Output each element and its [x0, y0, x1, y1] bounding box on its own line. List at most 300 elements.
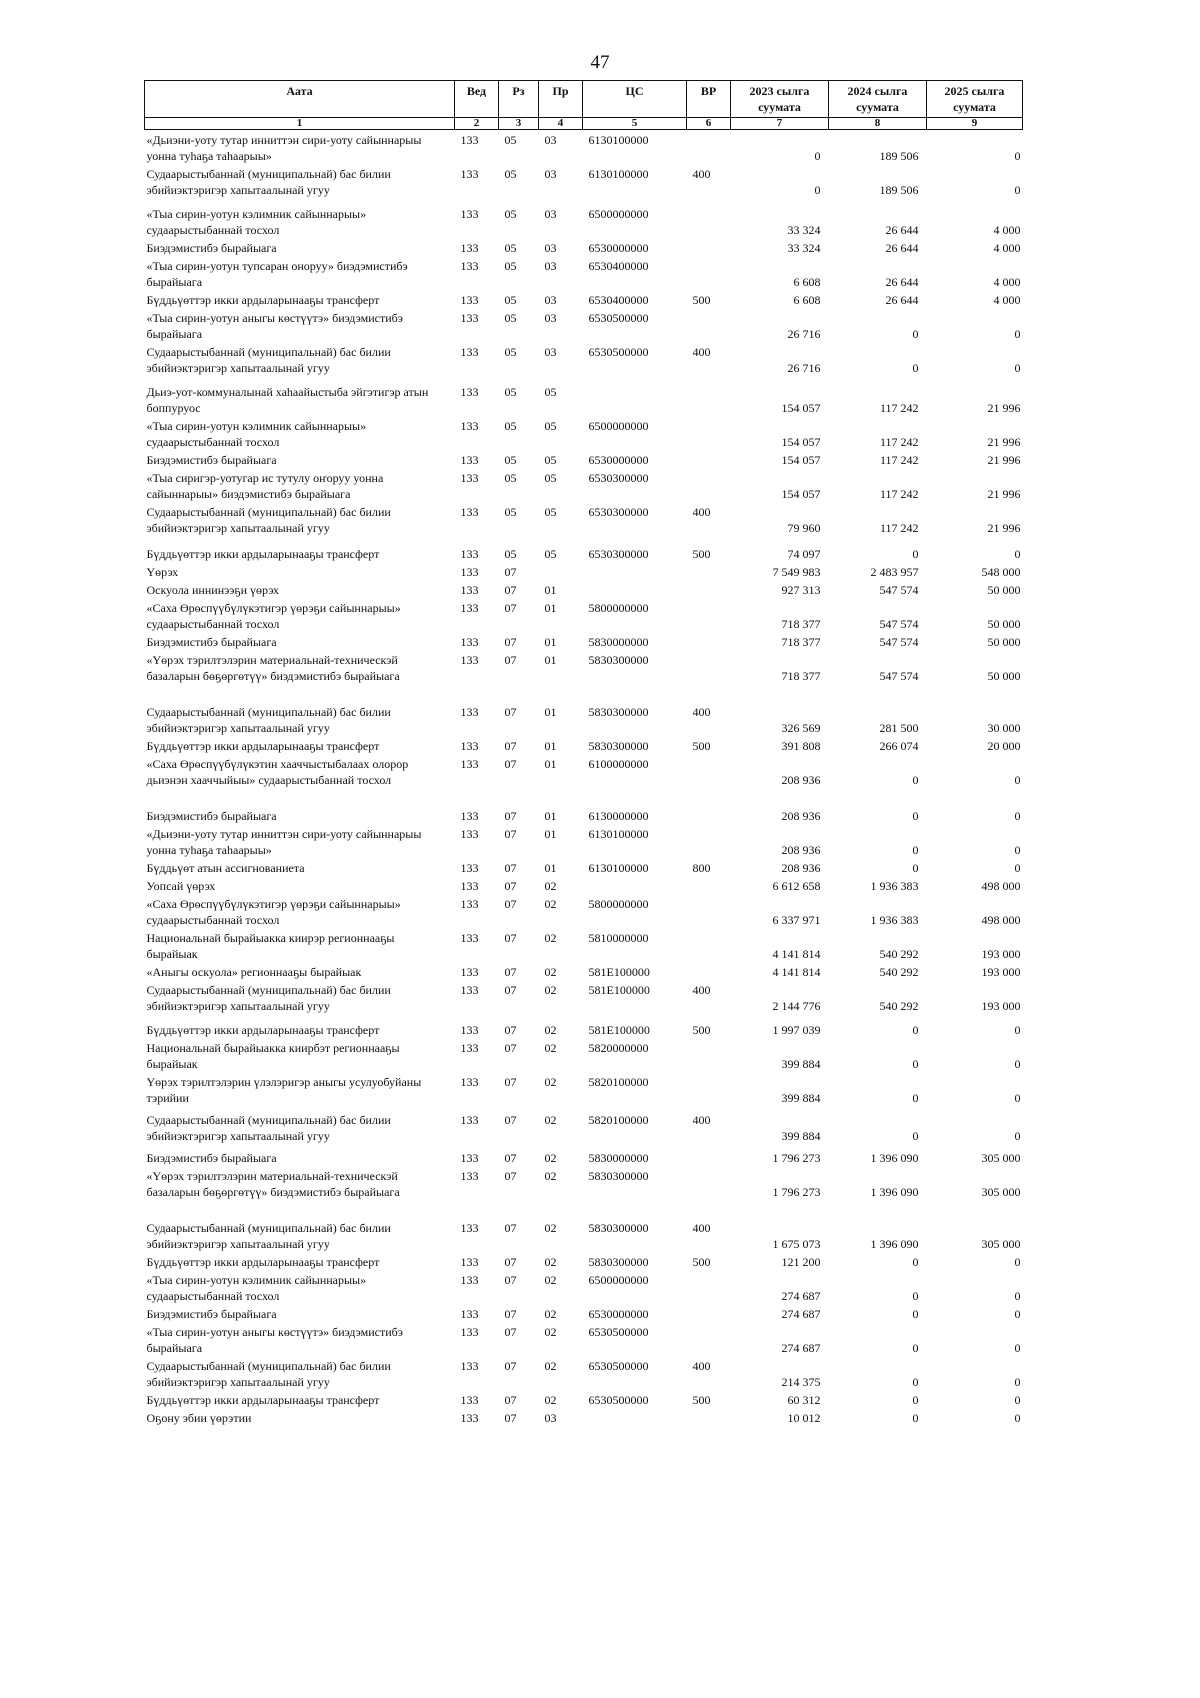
row-rz: 05 — [504, 293, 517, 307]
row-pr: 03 — [544, 1411, 557, 1425]
row-cs: 6130000000 — [588, 809, 649, 823]
row-value-2025: 21 996 — [987, 453, 1021, 467]
row-name: Бүддьүөттэр икки ардыларынааҕы трансферт — [146, 1023, 380, 1037]
row-value-2024: 547 574 — [879, 617, 919, 631]
row-name: «Тыа сирин-уотун аныгы көстүүтэ» биэдэмистибэ бырайыага — [146, 1325, 403, 1355]
row-name: «Саха Өрөспүүбүлүкэтин хааччыстыбалаах олорор дьиэнэн хааччыйыы» судаарыстыбаннай тосхол — [146, 757, 409, 787]
row-value-2025: 0 — [1014, 1375, 1021, 1389]
header-2025: 2025 сылга суумата — [927, 81, 1023, 118]
row-rz: 07 — [504, 1041, 517, 1055]
row-value-2025: 0 — [1014, 149, 1021, 163]
table-row — [145, 1408, 1023, 1426]
row-value-2024: 0 — [912, 327, 919, 341]
table-row — [145, 1166, 1023, 1200]
row-value-2023: 26 716 — [787, 361, 821, 375]
budget-table — [144, 80, 1023, 1426]
row-ved: 133 — [460, 1023, 479, 1037]
row-ved: 133 — [460, 1325, 479, 1339]
table-row — [145, 290, 1023, 308]
row-pr: 01 — [544, 861, 557, 875]
row-vr — [687, 754, 731, 788]
row-value-2024: 0 — [912, 361, 919, 375]
row-pr: 05 — [544, 505, 557, 519]
row-value-2024: 281 500 — [879, 721, 919, 735]
row-cs: 5830000000 — [588, 635, 649, 649]
row-cs: 5830300000 — [588, 1169, 649, 1183]
table-row — [145, 650, 1023, 684]
table-row — [145, 164, 1023, 198]
row-pr: 03 — [544, 241, 557, 255]
row-name: Биэдэмистибэ бырайыага — [146, 1151, 277, 1165]
row-pr: 02 — [544, 1255, 557, 1269]
row-value-2023: 326 569 — [781, 721, 821, 735]
row-value-2025: 0 — [1014, 1057, 1021, 1071]
row-rz: 05 — [504, 453, 517, 467]
row-cs: 6530400000 — [588, 259, 649, 273]
row-value-2024: 26 644 — [885, 223, 919, 237]
row-name: «Саха Өрөспүүбүлүкэтигэр үөрэҕи сайыннарыы» судаарыстыбаннай тосхол — [146, 601, 401, 631]
row-value-2023: 33 324 — [787, 223, 821, 237]
row-rz: 07 — [504, 565, 517, 579]
row-cs: 6530000000 — [588, 453, 649, 467]
row-value-2023: 6 612 658 — [772, 879, 821, 893]
row-rz: 07 — [504, 1221, 517, 1235]
row-value-2024: 0 — [912, 1091, 919, 1105]
row-rz: 05 — [504, 385, 517, 399]
row-value-2023: 7 549 983 — [772, 565, 821, 579]
row-value-2024: 2 483 957 — [870, 565, 919, 579]
row-vr — [687, 1038, 731, 1072]
row-value-2025: 0 — [1014, 1307, 1021, 1321]
row-pr — [539, 562, 583, 580]
row-value-2025: 193 000 — [981, 965, 1021, 979]
row-value-2024: 1 936 383 — [870, 913, 919, 927]
row-cs — [583, 1408, 687, 1426]
row-value-2024: 1 396 090 — [870, 1151, 919, 1165]
row-rz: 07 — [504, 1169, 517, 1183]
row-value-2023: 1 675 073 — [772, 1237, 821, 1251]
row-pr: 02 — [544, 1273, 557, 1287]
row-value-2023: 60 312 — [787, 1393, 821, 1407]
row-cs: 6530300000 — [588, 505, 649, 519]
row-name: Биэдэмистибэ бырайыага — [146, 635, 277, 649]
row-value-2024: 0 — [912, 1411, 919, 1425]
row-ved: 133 — [460, 809, 479, 823]
row-rz: 05 — [504, 419, 517, 433]
row-ved: 133 — [460, 1359, 479, 1373]
row-ved: 133 — [460, 897, 479, 911]
row-value-2025: 0 — [1014, 1289, 1021, 1303]
row-value-2023: 79 960 — [787, 521, 821, 535]
row-cs: 6530300000 — [588, 471, 649, 485]
table-row — [145, 308, 1023, 342]
table-row — [145, 684, 1023, 736]
row-value-2024: 540 292 — [879, 947, 919, 961]
row-vr — [687, 962, 731, 980]
row-cs: 5830300000 — [588, 1221, 649, 1235]
row-name: Оҕону эбии үөрэтии — [146, 1411, 252, 1425]
row-cs: 6530300000 — [588, 547, 649, 561]
row-pr: 02 — [544, 1359, 557, 1373]
row-ved: 133 — [460, 259, 479, 273]
row-vr: 500 — [692, 1255, 711, 1269]
row-value-2023: 154 057 — [781, 435, 821, 449]
table-row — [145, 256, 1023, 290]
row-rz: 07 — [504, 635, 517, 649]
row-value-2025: 0 — [1014, 547, 1021, 561]
row-vr: 400 — [692, 345, 711, 359]
row-cs: 6500000000 — [588, 207, 649, 221]
row-vr: 500 — [692, 739, 711, 753]
row-value-2023: 10 012 — [787, 1411, 821, 1425]
row-pr: 03 — [544, 133, 557, 147]
row-value-2023: 214 375 — [781, 1375, 821, 1389]
row-vr: 500 — [692, 1393, 711, 1407]
row-value-2025: 498 000 — [981, 879, 1021, 893]
row-value-2023: 0 — [814, 149, 821, 163]
row-value-2025: 0 — [1014, 1023, 1021, 1037]
row-ved: 133 — [460, 471, 479, 485]
row-ved: 133 — [460, 1273, 479, 1287]
row-value-2025: 21 996 — [987, 521, 1021, 535]
row-ved: 133 — [460, 653, 479, 667]
row-value-2023: 208 936 — [781, 861, 821, 875]
row-value-2024: 0 — [912, 809, 919, 823]
row-ved: 133 — [460, 965, 479, 979]
row-rz: 07 — [504, 983, 517, 997]
header-cs: ЦС — [583, 81, 687, 118]
table-row — [145, 198, 1023, 238]
row-rz: 07 — [504, 879, 517, 893]
row-vr: 400 — [692, 1221, 711, 1235]
row-value-2025: 0 — [1014, 183, 1021, 197]
column-number: 1 — [145, 118, 455, 130]
row-pr: 02 — [544, 1325, 557, 1339]
row-vr — [687, 632, 731, 650]
row-cs: 5800000000 — [588, 601, 649, 615]
row-value-2025: 50 000 — [987, 583, 1021, 597]
row-value-2024: 0 — [912, 1393, 919, 1407]
row-vr — [687, 650, 731, 684]
table-row — [145, 580, 1023, 598]
row-pr: 02 — [544, 931, 557, 945]
row-rz: 07 — [504, 1307, 517, 1321]
row-ved: 133 — [460, 827, 479, 841]
row-vr — [687, 1408, 731, 1426]
row-rz: 07 — [504, 1393, 517, 1407]
row-value-2025: 193 000 — [981, 999, 1021, 1013]
row-ved: 133 — [460, 505, 479, 519]
row-value-2023: 0 — [814, 183, 821, 197]
row-value-2024: 266 074 — [879, 739, 919, 753]
row-rz: 07 — [504, 827, 517, 841]
row-rz: 05 — [504, 505, 517, 519]
row-vr — [687, 198, 731, 238]
row-value-2023: 6 608 — [793, 275, 821, 289]
table-row — [145, 894, 1023, 928]
row-value-2023: 399 884 — [781, 1057, 821, 1071]
row-name: «Тыа сирин-уотун аныгы көстүүтэ» биэдэмистибэ бырайыага — [146, 311, 403, 341]
row-ved: 133 — [460, 1041, 479, 1055]
row-pr: 03 — [544, 207, 557, 221]
row-pr: 01 — [544, 653, 557, 667]
header-vr: ВР — [687, 81, 731, 118]
row-vr — [687, 468, 731, 502]
row-name: Биэдэмистибэ бырайыага — [146, 241, 277, 255]
row-pr: 02 — [544, 1221, 557, 1235]
table-row — [145, 450, 1023, 468]
row-pr: 02 — [544, 965, 557, 979]
table-row — [145, 468, 1023, 502]
row-value-2023: 927 313 — [781, 583, 821, 597]
row-vr — [687, 876, 731, 894]
row-name: Судаарыстыбаннай (муниципальнай) бас билии эбийиэктэригэр хапытаалынай угуу — [146, 705, 391, 735]
row-name: Үөрэх — [146, 565, 179, 579]
row-value-2025: 548 000 — [981, 565, 1021, 579]
row-value-2024: 117 242 — [879, 487, 919, 501]
row-value-2024: 189 506 — [879, 149, 919, 163]
row-vr: 400 — [692, 167, 711, 181]
row-value-2024: 117 242 — [879, 453, 919, 467]
row-value-2025: 0 — [1014, 1411, 1021, 1425]
row-value-2025: 0 — [1014, 1129, 1021, 1143]
row-cs: 5810000000 — [588, 931, 649, 945]
row-cs: 581Е100000 — [588, 1023, 650, 1037]
row-rz: 05 — [504, 241, 517, 255]
row-rz: 07 — [504, 1255, 517, 1269]
row-value-2023: 274 687 — [781, 1307, 821, 1321]
row-value-2025: 305 000 — [981, 1237, 1021, 1251]
row-value-2023: 6 608 — [793, 293, 821, 307]
row-value-2024: 547 574 — [879, 669, 919, 683]
row-ved: 133 — [460, 241, 479, 255]
table-row — [145, 736, 1023, 754]
row-vr — [687, 1322, 731, 1356]
table-row — [145, 1356, 1023, 1390]
row-value-2025: 0 — [1014, 809, 1021, 823]
row-cs: 6500000000 — [588, 1273, 649, 1287]
row-vr — [687, 824, 731, 858]
table-row — [145, 788, 1023, 824]
row-cs: 6530500000 — [588, 1359, 649, 1373]
row-value-2024: 0 — [912, 1255, 919, 1269]
row-value-2023: 121 200 — [781, 1255, 821, 1269]
row-ved: 133 — [460, 1411, 479, 1425]
row-name: «Дьиэни-уоту тутар инниттэн сири-уоту сайыннарыы уонна туһаҕа таһаарыы» — [146, 827, 422, 857]
row-cs: 6530500000 — [588, 311, 649, 325]
row-pr: 01 — [544, 757, 557, 771]
row-rz: 05 — [504, 167, 517, 181]
row-rz: 07 — [504, 653, 517, 667]
row-value-2024: 1 396 090 — [870, 1237, 919, 1251]
row-pr: 01 — [544, 809, 557, 823]
row-value-2024: 26 644 — [885, 241, 919, 255]
row-ved: 133 — [460, 1255, 479, 1269]
row-ved: 133 — [460, 565, 479, 579]
row-value-2023: 1 796 273 — [772, 1185, 821, 1199]
row-value-2025: 21 996 — [987, 435, 1021, 449]
row-ved: 133 — [460, 1393, 479, 1407]
table-row — [145, 342, 1023, 376]
row-rz: 07 — [504, 809, 517, 823]
table-body — [145, 130, 1023, 1427]
table-row — [145, 502, 1023, 536]
row-cs: 6530500000 — [588, 1393, 649, 1407]
row-value-2024: 0 — [912, 1129, 919, 1143]
row-pr: 01 — [544, 739, 557, 753]
header-name: Аата — [145, 81, 455, 118]
row-cs: 5820100000 — [588, 1113, 649, 1127]
row-vr — [687, 416, 731, 450]
row-value-2025: 0 — [1014, 327, 1021, 341]
row-ved: 133 — [460, 453, 479, 467]
row-ved: 133 — [460, 879, 479, 893]
row-name: Биэдэмистибэ бырайыага — [146, 1307, 277, 1321]
row-value-2023: 1 997 039 — [772, 1023, 821, 1037]
column-number: 5 — [583, 118, 687, 130]
table-row — [145, 1038, 1023, 1072]
row-name: Судаарыстыбаннай (муниципальнай) бас билии эбийиэктэригэр хапытаалынай угуу — [146, 167, 391, 197]
row-rz: 07 — [504, 1325, 517, 1339]
row-vr: 500 — [692, 1023, 711, 1037]
row-ved: 133 — [460, 1075, 479, 1089]
row-pr: 02 — [544, 1113, 557, 1127]
row-name: Национальнай бырайыакка киирбэт регионнааҕы бырайыак — [146, 1041, 400, 1071]
row-cs: 6100000000 — [588, 757, 649, 771]
column-number: 9 — [927, 118, 1023, 130]
row-name: «Дьиэни-уоту тутар инниттэн сири-уоту сайыннарыы уонна туһаҕа таһаарыы» — [146, 133, 422, 163]
row-vr — [687, 376, 731, 416]
row-pr: 02 — [544, 1041, 557, 1055]
row-pr: 05 — [544, 471, 557, 485]
row-name: «Үөрэх тэрилтэлэрин материальнай-техническэй базаларын бөҕөргөтүү» биэдэмистибэ бырайыага — [146, 653, 400, 683]
row-cs: 5830300000 — [588, 705, 649, 719]
table-row — [145, 536, 1023, 562]
row-pr: 02 — [544, 1393, 557, 1407]
row-value-2023: 2 144 776 — [772, 999, 821, 1013]
row-rz: 05 — [504, 311, 517, 325]
row-value-2023: 1 796 273 — [772, 1151, 821, 1165]
table-row — [145, 980, 1023, 1014]
row-value-2024: 26 644 — [885, 293, 919, 307]
row-value-2023: 208 936 — [781, 773, 821, 787]
row-vr — [687, 256, 731, 290]
row-vr — [687, 130, 731, 165]
table-row — [145, 1106, 1023, 1144]
row-cs: 581Е100000 — [588, 965, 650, 979]
row-ved: 133 — [460, 739, 479, 753]
row-name: Биэдэмистибэ бырайыага — [146, 809, 277, 823]
row-vr: 400 — [692, 505, 711, 519]
row-value-2025: 4 000 — [993, 293, 1021, 307]
row-value-2024: 0 — [912, 773, 919, 787]
table-row — [145, 824, 1023, 858]
row-ved: 133 — [460, 345, 479, 359]
row-value-2023: 154 057 — [781, 487, 821, 501]
table-row — [145, 754, 1023, 788]
row-name: Уопсай үөрэх — [146, 879, 216, 893]
row-pr: 01 — [544, 827, 557, 841]
row-value-2025: 498 000 — [981, 913, 1021, 927]
row-ved: 133 — [460, 583, 479, 597]
row-pr: 02 — [544, 879, 557, 893]
row-cs: 6130100000 — [588, 827, 649, 841]
row-vr — [687, 1166, 731, 1200]
row-name: Бүддьүөттэр икки ардыларынааҕы трансферт — [146, 293, 380, 307]
row-rz: 05 — [504, 133, 517, 147]
row-value-2023: 4 141 814 — [772, 947, 821, 961]
row-ved: 133 — [460, 207, 479, 221]
row-vr: 800 — [692, 861, 711, 875]
table-row — [145, 1270, 1023, 1304]
table-row — [145, 858, 1023, 876]
row-ved: 133 — [460, 983, 479, 997]
row-value-2023: 274 687 — [781, 1289, 821, 1303]
row-value-2023: 208 936 — [781, 809, 821, 823]
row-name: Бүддьүөттэр икки ардыларынааҕы трансферт — [146, 1255, 380, 1269]
row-value-2025: 0 — [1014, 861, 1021, 875]
row-rz: 07 — [504, 861, 517, 875]
column-number: 8 — [829, 118, 927, 130]
column-number: 7 — [731, 118, 829, 130]
row-rz: 07 — [504, 1113, 517, 1127]
row-value-2025: 30 000 — [987, 721, 1021, 735]
row-name: Судаарыстыбаннай (муниципальнай) бас билии эбийиэктэригэр хапытаалынай угуу — [146, 1359, 391, 1389]
table-row — [145, 962, 1023, 980]
row-name: «Тыа сирин-уотун тупсаран оноруу» биэдэмистибэ бырайыага — [146, 259, 408, 289]
row-rz: 05 — [504, 345, 517, 359]
row-value-2023: 399 884 — [781, 1129, 821, 1143]
table-row — [145, 416, 1023, 450]
row-ved: 133 — [460, 1307, 479, 1321]
row-pr: 01 — [544, 705, 557, 719]
row-vr: 400 — [692, 983, 711, 997]
header-2023: 2023 сылга суумата — [731, 81, 829, 118]
row-vr — [687, 788, 731, 824]
row-ved: 133 — [460, 1113, 479, 1127]
row-name: Судаарыстыбаннай (муниципальнай) бас билии эбийиэктэригэр хапытаалынай угуу — [146, 345, 391, 375]
row-value-2024: 0 — [912, 843, 919, 857]
row-value-2024: 189 506 — [879, 183, 919, 197]
table-row — [145, 1200, 1023, 1252]
table-row — [145, 598, 1023, 632]
row-value-2025: 50 000 — [987, 617, 1021, 631]
row-name: Оскуола иннинээҕи үөрэх — [146, 583, 280, 597]
budget-table-wrapper — [144, 80, 1022, 1426]
row-value-2025: 0 — [1014, 843, 1021, 857]
row-vr — [687, 928, 731, 962]
row-name: «Саха Өрөспүүбүлүкэтигэр үөрэҕи сайыннарыы» судаарыстыбаннай тосхол — [146, 897, 401, 927]
row-pr: 03 — [544, 311, 557, 325]
header-pr: Пр — [539, 81, 583, 118]
table-row — [145, 928, 1023, 962]
row-name: Бүддьүөттэр икки ардыларынааҕы трансферт — [146, 739, 380, 753]
row-cs: 6130100000 — [588, 133, 649, 147]
row-name: «Тыа сирин-уотун кэлимник сайыннарыы» судаарыстыбаннай тосхол — [146, 419, 367, 449]
table-row — [145, 1252, 1023, 1270]
row-value-2023: 274 687 — [781, 1341, 821, 1355]
row-value-2025: 0 — [1014, 1393, 1021, 1407]
header-ved: Вед — [455, 81, 499, 118]
row-pr: 01 — [544, 583, 557, 597]
row-value-2025: 4 000 — [993, 241, 1021, 255]
row-cs — [583, 562, 687, 580]
row-cs: 5830300000 — [588, 653, 649, 667]
row-value-2023: 26 716 — [787, 327, 821, 341]
table-header — [145, 81, 1023, 130]
row-name: Биэдэмистибэ бырайыага — [146, 453, 277, 467]
row-value-2025: 0 — [1014, 361, 1021, 375]
